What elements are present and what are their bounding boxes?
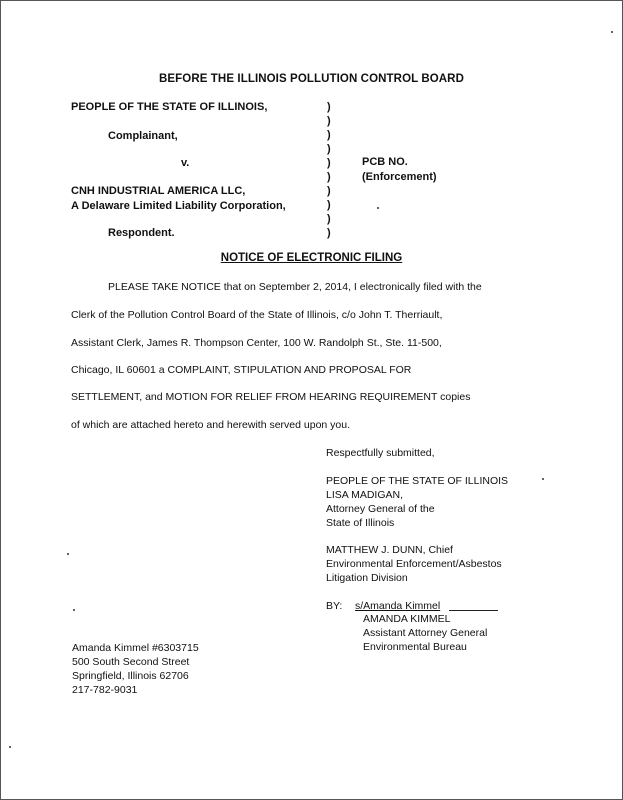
caption-paren: ) xyxy=(327,213,331,225)
notice-line: of which are attached hereto and herewith served upon you. xyxy=(71,419,351,431)
scan-speck xyxy=(542,478,544,480)
respondent-label: Respondent. xyxy=(108,227,175,239)
address-line: 217-782-9031 xyxy=(72,684,138,696)
by-label: BY: xyxy=(326,600,343,612)
attorney-general-title: State of Illinois xyxy=(326,517,395,529)
attorney-general-name: LISA MADIGAN, xyxy=(326,489,404,501)
caption-paren: ) xyxy=(327,129,331,141)
address-line: Springfield, Illinois 62706 xyxy=(72,670,189,682)
chief-title: Litigation Division xyxy=(326,572,408,584)
scan-speck xyxy=(9,746,11,748)
electronic-signature: s/Amanda Kimmel xyxy=(355,600,441,612)
complainant-label: Complainant, xyxy=(108,130,178,142)
plaintiff-name: PEOPLE OF THE STATE OF ILLINOIS, xyxy=(71,101,268,113)
defendant-description: A Delaware Limited Liability Corporation, xyxy=(71,200,286,212)
caption-paren: ) xyxy=(327,157,331,169)
attorney-general-title: Attorney General of the xyxy=(326,503,435,515)
signature-line xyxy=(449,610,498,611)
scan-speck xyxy=(377,207,379,209)
caption-paren: ) xyxy=(327,115,331,127)
chief-name: MATTHEW J. DUNN, Chief xyxy=(326,544,453,556)
address-line: Amanda Kimmel #6303715 xyxy=(72,642,199,654)
case-type-label: (Enforcement) xyxy=(362,171,437,183)
defendant-name: CNH INDUSTRIAL AMERICA LLC, xyxy=(71,185,246,197)
closing: Respectfully submitted, xyxy=(326,447,435,459)
signer-title: Assistant Attorney General xyxy=(363,627,488,639)
address-line: 500 South Second Street xyxy=(72,656,190,668)
caption-paren: ) xyxy=(327,171,331,183)
party-name: PEOPLE OF THE STATE OF ILLINOIS xyxy=(326,475,509,487)
notice-line: PLEASE TAKE NOTICE that on September 2, 2014, I electronically filed with the xyxy=(108,281,482,293)
scan-speck xyxy=(73,609,75,611)
court-title: BEFORE THE ILLINOIS POLLUTION CONTROL BOARD xyxy=(158,73,464,85)
signer-name: AMANDA KIMMEL xyxy=(363,613,451,625)
caption-paren: ) xyxy=(327,199,331,211)
notice-heading: NOTICE OF ELECTRONIC FILING xyxy=(220,252,403,264)
chief-title: Environmental Enforcement/Asbestos xyxy=(326,558,502,570)
caption-paren: ) xyxy=(327,143,331,155)
notice-line: Assistant Clerk, James R. Thompson Center, 100 W. Randolph St., Ste. 11-500, xyxy=(71,337,442,349)
notice-line: SETTLEMENT, and MOTION FOR RELIEF FROM HEARING REQUIREMENT copies xyxy=(71,391,471,403)
scan-speck xyxy=(67,553,69,555)
caption-paren: ) xyxy=(327,185,331,197)
caption-paren: ) xyxy=(327,101,331,113)
signer-bureau: Environmental Bureau xyxy=(363,641,467,653)
case-number-label: PCB NO. xyxy=(362,156,408,168)
caption-paren: ) xyxy=(327,227,331,239)
scan-speck xyxy=(611,31,613,33)
versus-label: v. xyxy=(181,157,190,169)
notice-line: Clerk of the Pollution Control Board of the State of Illinois, c/o John T. Therriault, xyxy=(71,309,443,321)
notice-line: Chicago, IL 60601 a COMPLAINT, STIPULATION AND PROPOSAL FOR xyxy=(71,364,412,376)
